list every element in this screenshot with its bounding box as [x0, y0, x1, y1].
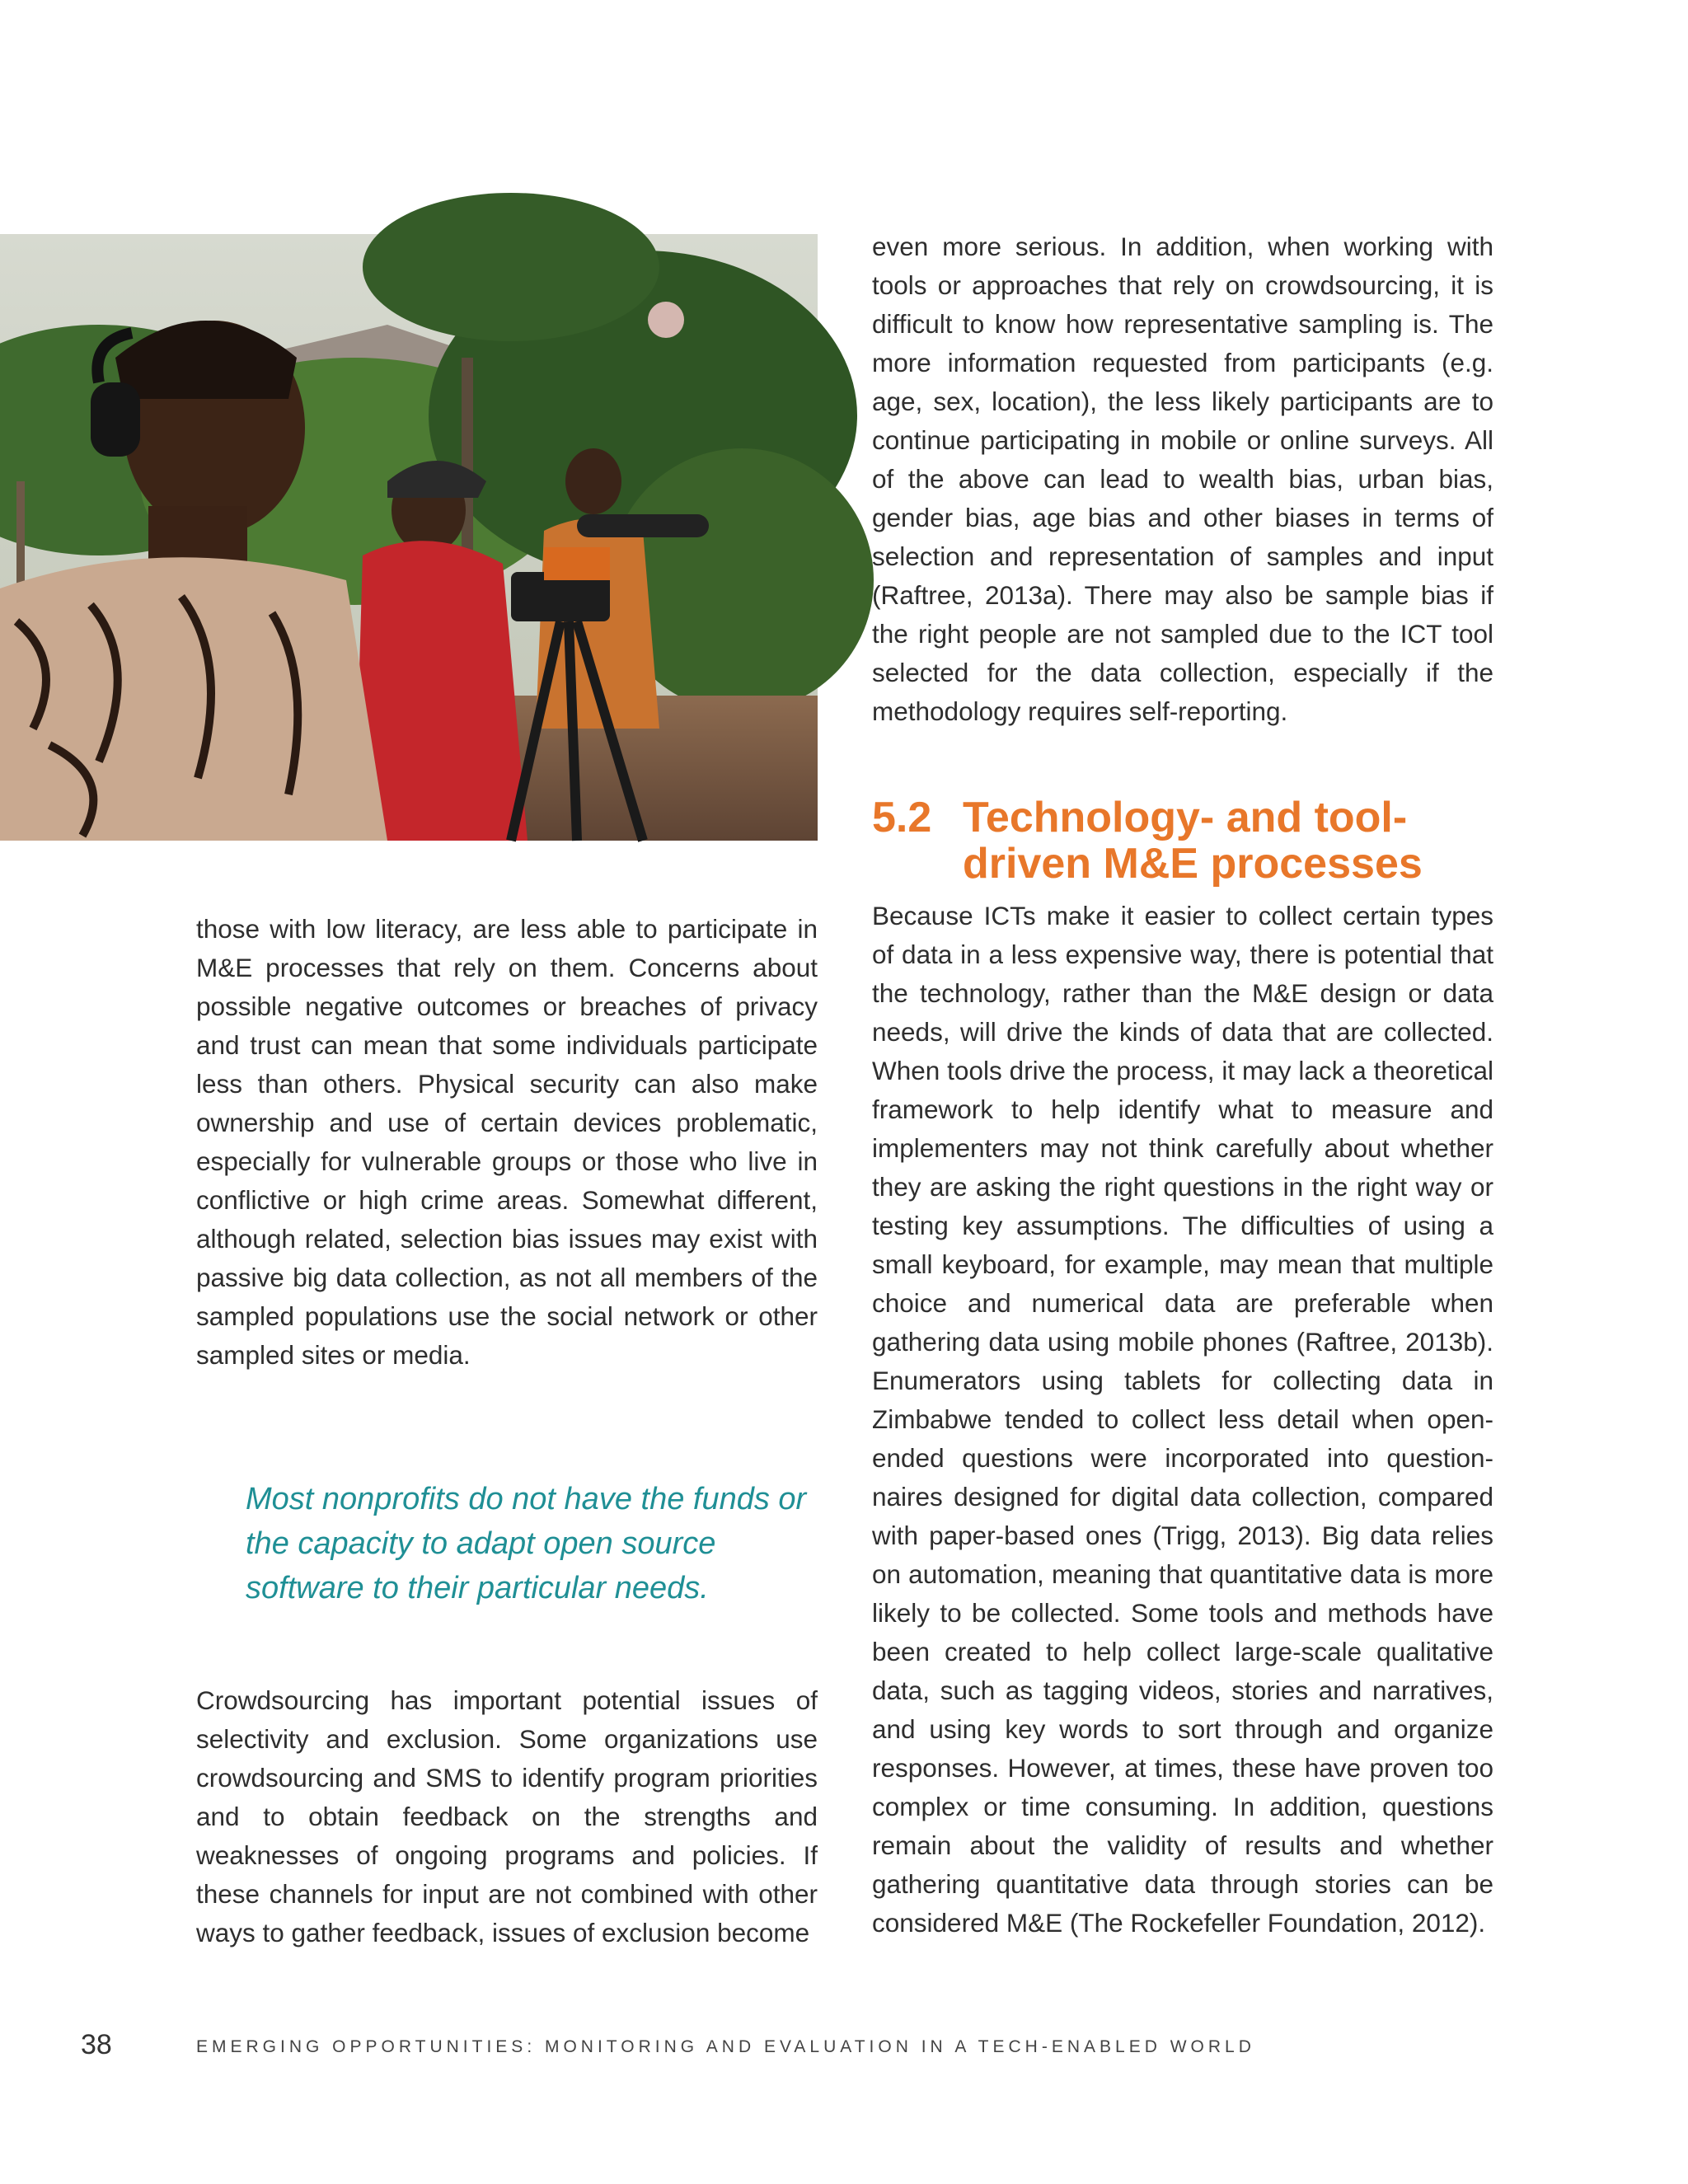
running-title: EMERGING OPPORTUNITIES: MONITORING AND EVALUATION IN A TECH-ENABLED WORLD [196, 2037, 1255, 2056]
body-paragraph: Because ICTs make it easier to collect certain types of data in a less expensive way, there is potential that the technology, rather than the M&E design or data needs, will drive the kinds of data that are collected. When tools drive the process, it may lack a theoretical framework to help identify what to measure and implementers may not think carefully about whether they are asking the right questions in the right way or testing key assumptions. The difficulties of using a small keyboard, for example, may mean that multiple choice and numerical data are preferable when gathering data using mobile phones (Raftree, 2013b). Enumerators using tablets for collecting data in Zimbabwe tended to collect less detail when open-ended questions were incorporated into questionnaires designed for digital data collection, compared with paper-based ones (Trigg, 2013). Big data relies on automation, meaning that quantitative data is more likely to be collected. Some tools and methods have been created to help collect large-scale qualitative data, such as tagging videos, stories and narratives, and using key words to sort through and organize responses. However, at times, these have proven too complex or time consuming. In addition, questions remain about the validity of results and whether gathering quantitative data through stories can be considered M&E (The Rockefeller Foundation, 2012). [872, 901, 1493, 1938]
body-paragraph: those with low literacy, are less able to participate in M&E processes that rely on them. Concerns about possible negative outcomes or breaches of privacy and trust can mean that some individuals participate less than others. Physical security can also make ownership and use of certain devices problematic, especially for vulnerable groups or those who live in conflictive or high crime areas. Somewhat different, although related, selection bias issues may exist with passive big data collection, as not all members of the sampled populations use the social network or other sampled sites or media. [196, 914, 818, 1370]
page-number: 38 [81, 2029, 112, 2060]
body-paragraph: even more serious. In addition, when working with tools or approaches that rely on crowdsourcing, it is difficult to know how representative sampling is. The more information requested from participants (e.g. age, sex, location), the less likely participants are to continue participating in mobile or online surveys. All of the above can lead to wealth bias, urban bias, gender bias, age bias and other biases in terms of selection and representation of samples and input (Raftree, 2013a). There may also be sample bias if the right people are not sampled due to the ICT tool selected for the data collection, especially if the methodology requires self-reporting. [872, 232, 1493, 726]
section-heading [872, 794, 1498, 887]
pull-quote: Most nonprofits do not have the funds or the capacity to adapt open source software to their particular needs. [246, 1482, 807, 1605]
article-photo [0, 234, 818, 1060]
body-paragraph: Crowdsourcing has important potential issues of selectivity and exclusion. Some organizations use crowdsourcing and SMS to identify program priorities and to obtain feedback on the strengths and weaknesses of ongoing programs and policies. If these channels for input are not combined with other ways to gather feedback, issues of exclusion become [196, 1685, 818, 1947]
photo-illustration [0, 234, 818, 841]
section-number: 5.2 [872, 794, 932, 841]
photo-credit: © InsightShare [790, 928, 810, 1060]
section-title: Technology- and tool-driven M&E processes [963, 794, 1423, 888]
